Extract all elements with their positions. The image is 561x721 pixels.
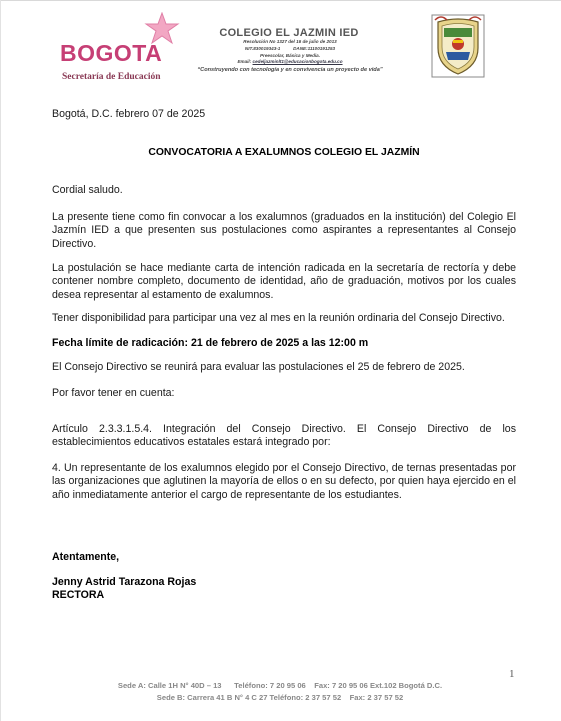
modality-text: Preescolar, Básica y Media.	[259, 52, 320, 58]
logo-text: BOGOTA	[60, 40, 163, 66]
page-number: 1	[509, 668, 515, 680]
resolution-text: Resolución No 1327 del 16 de julio de 2013	[243, 39, 337, 44]
logo-subtitle: Secretaría de Educación	[62, 72, 161, 82]
school-name: COLEGIO EL JAZMIN IED	[219, 27, 359, 39]
paragraph-availability: Tener disponibilidad para participar una vez al mes en la reunión ordinaria del Consejo Directivo.	[52, 312, 505, 324]
paragraph-postulation: La postulación se hace mediante carta de intención radicada en la secretaría de rectoría y debe contener nombre completo, documento de identidad, año de graduación, motivos por los cuales desea representar al estamento de exalumnos.	[52, 262, 516, 301]
paragraph-note: Por favor tener en cuenta:	[52, 387, 175, 399]
email-link[interactable]: cedeljazminlt1@educacionbogota.edu.co	[252, 59, 343, 65]
paragraph-intro: La presente tiene como fin convocar a los exalumnos (graduados en la institución) del Colegio El Jazmín IED a que presenten sus postulaciones como aspirantes a representantes al Consejo Directivo.	[52, 211, 516, 250]
page-top-edge	[0, 0, 561, 1]
article-text: Artículo 2.3.3.1.5.4. Integración del Consejo Directivo. El Consejo Directivo de los establecimientos educativos estatales estará integrado por:	[52, 423, 516, 449]
signer-title: RECTORA	[52, 589, 105, 601]
school-crest-icon	[431, 14, 485, 78]
footer-sede-b: Sede B: Carrera 41 B N° 4 C 27 Teléfono: 2 37 57 52 Fax: 2 37 57 52	[156, 693, 404, 702]
nit-text: NIT.830019343-1	[244, 45, 281, 51]
page-left-edge	[0, 0, 1, 721]
letter-title: CONVOCATORIA A EXALUMNOS COLEGIO EL JAZMÍN	[148, 147, 420, 158]
deadline-text: Fecha límite de radicación: 21 de febrero de 2025 a las 12:00 m	[52, 337, 369, 349]
footer-sede-a: Sede A: Calle 1H N° 40D – 13 Teléfono: 7 20 95 06 Fax: 7 20 95 06 Ext.102 Bogotá D.C.	[117, 681, 443, 690]
closing-text: Atentamente,	[52, 551, 120, 563]
email-line	[190, 59, 390, 66]
email-label: Email:	[237, 59, 252, 65]
nit-dane-line	[190, 46, 390, 53]
school-header	[190, 27, 390, 73]
signer-name: Jenny Astrid Tarazona Rojas	[52, 576, 197, 588]
greeting: Cordial saludo.	[52, 184, 123, 196]
letter-date: Bogotá, D.C. febrero 07 de 2025	[52, 108, 206, 120]
dane-text: DANE:11100191253	[293, 45, 336, 51]
bogota-logo	[60, 12, 190, 84]
paragraph-meeting: El Consejo Directivo se reunirá para evaluar las postulaciones el 25 de febrero de 2025.	[52, 361, 465, 373]
article-item-4: 4. Un representante de los exalumnos elegido por el Consejo Directivo, de ternas presentadas por las organizaciones que aglutinen la mayoría de ellos o en su defecto, por quien haya ejercido en el año inmediatamente anterior el cargo de representante de los estudiantes.	[52, 462, 516, 501]
school-motto: “Construyendo con tecnología y en convivencia un proyecto de vida”	[197, 67, 383, 74]
